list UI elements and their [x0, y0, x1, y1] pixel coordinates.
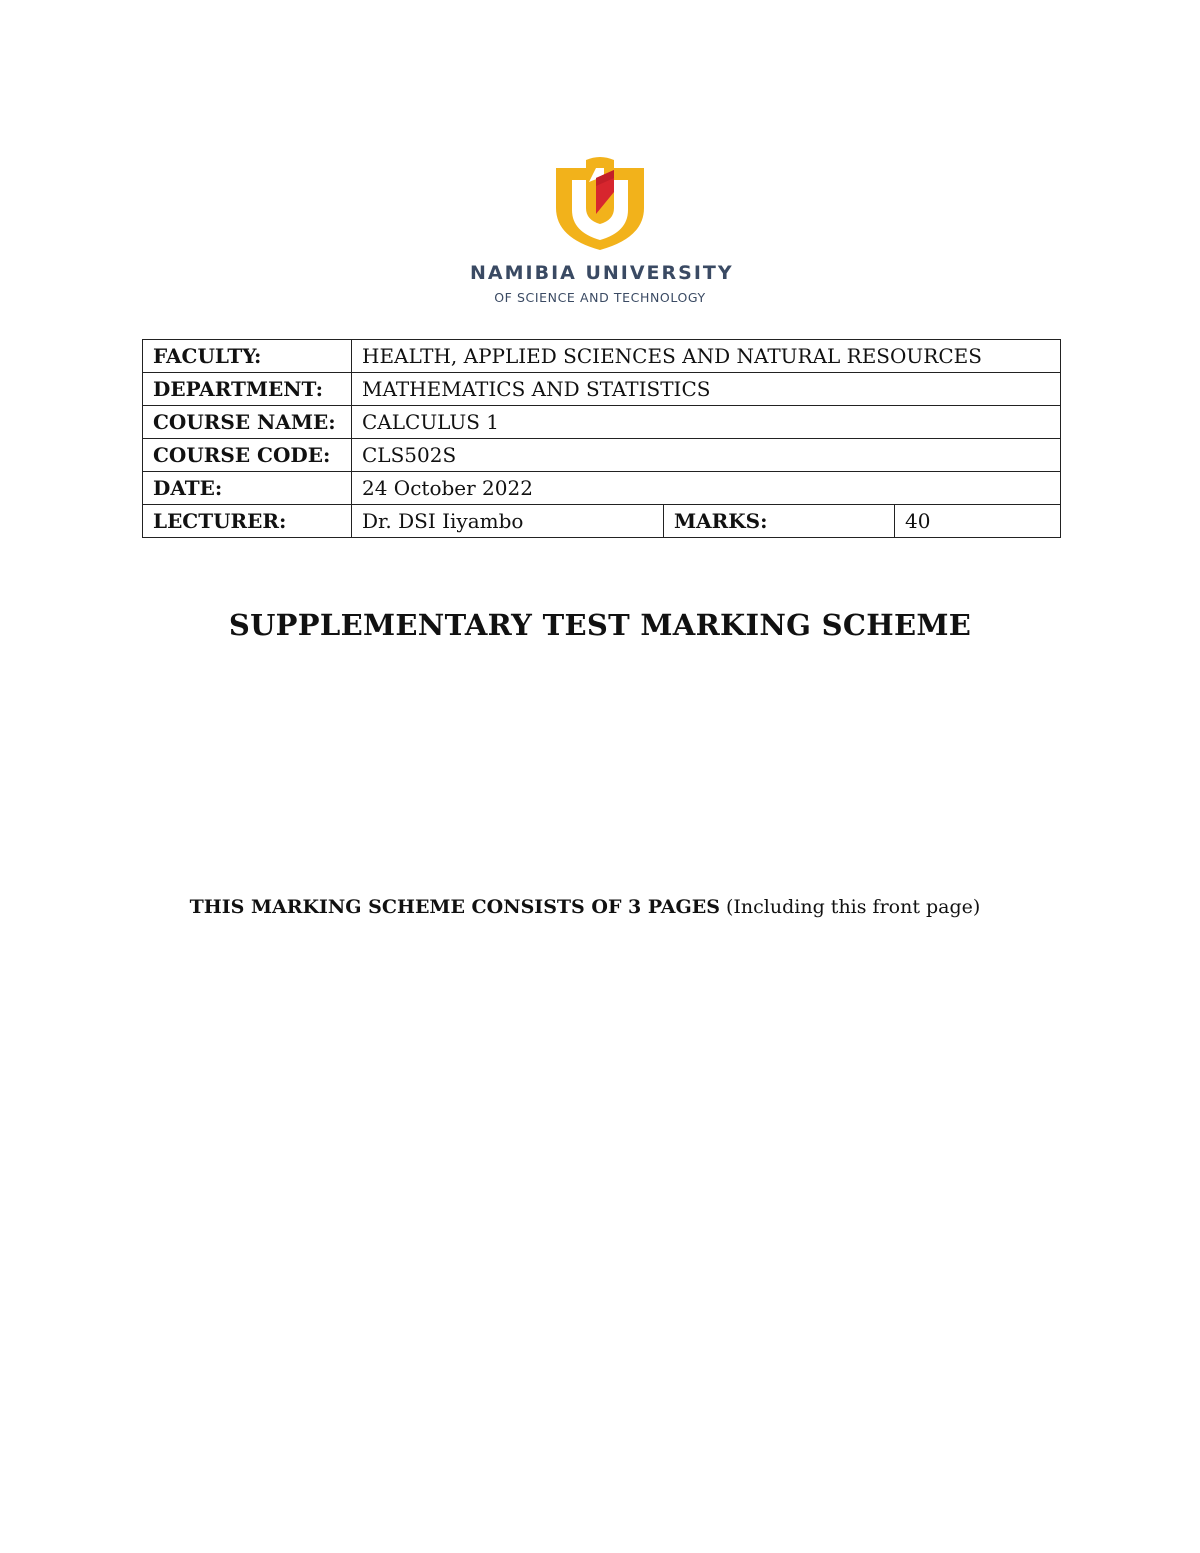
department-value: MATHEMATICS AND STATISTICS — [352, 373, 1061, 406]
logo-university-name: NAMIBIA UNIVERSITY — [470, 262, 734, 284]
course-code-value: CLS502S — [352, 439, 1061, 472]
date-label: DATE: — [143, 472, 352, 505]
course-name-label: COURSE NAME: — [143, 406, 352, 439]
marks-value: 40 — [895, 505, 1061, 538]
course-name-value: CALCULUS 1 — [352, 406, 1061, 439]
faculty-value: HEALTH, APPLIED SCIENCES AND NATURAL RESOURCES — [352, 340, 1061, 373]
course-name-row — [143, 406, 1061, 439]
university-logo — [470, 150, 734, 315]
faculty-label: FACULTY: — [143, 340, 352, 373]
marks-label: MARKS: — [664, 505, 895, 538]
course-code-label: COURSE CODE: — [143, 439, 352, 472]
page-count-note — [0, 896, 1170, 918]
department-label: DEPARTMENT: — [143, 373, 352, 406]
lecturer-value: Dr. DSI Iiyambo — [352, 505, 664, 538]
page-count-statement: THIS MARKING SCHEME CONSISTS OF 3 PAGES — [189, 896, 720, 918]
course-code-row — [143, 439, 1061, 472]
page-count-qualifier: (Including this front page) — [726, 896, 981, 918]
date-row — [143, 472, 1061, 505]
date-value: 24 October 2022 — [352, 472, 1061, 505]
shield-icon — [542, 156, 658, 252]
lecturer-label: LECTURER: — [143, 505, 352, 538]
department-row — [143, 373, 1061, 406]
lecturer-row — [143, 505, 1061, 538]
course-info-table — [142, 339, 1061, 538]
document-title: SUPPLEMENTARY TEST MARKING SCHEME — [228, 608, 972, 642]
faculty-row — [143, 340, 1061, 373]
logo-university-subtitle: OF SCIENCE AND TECHNOLOGY — [494, 290, 706, 305]
